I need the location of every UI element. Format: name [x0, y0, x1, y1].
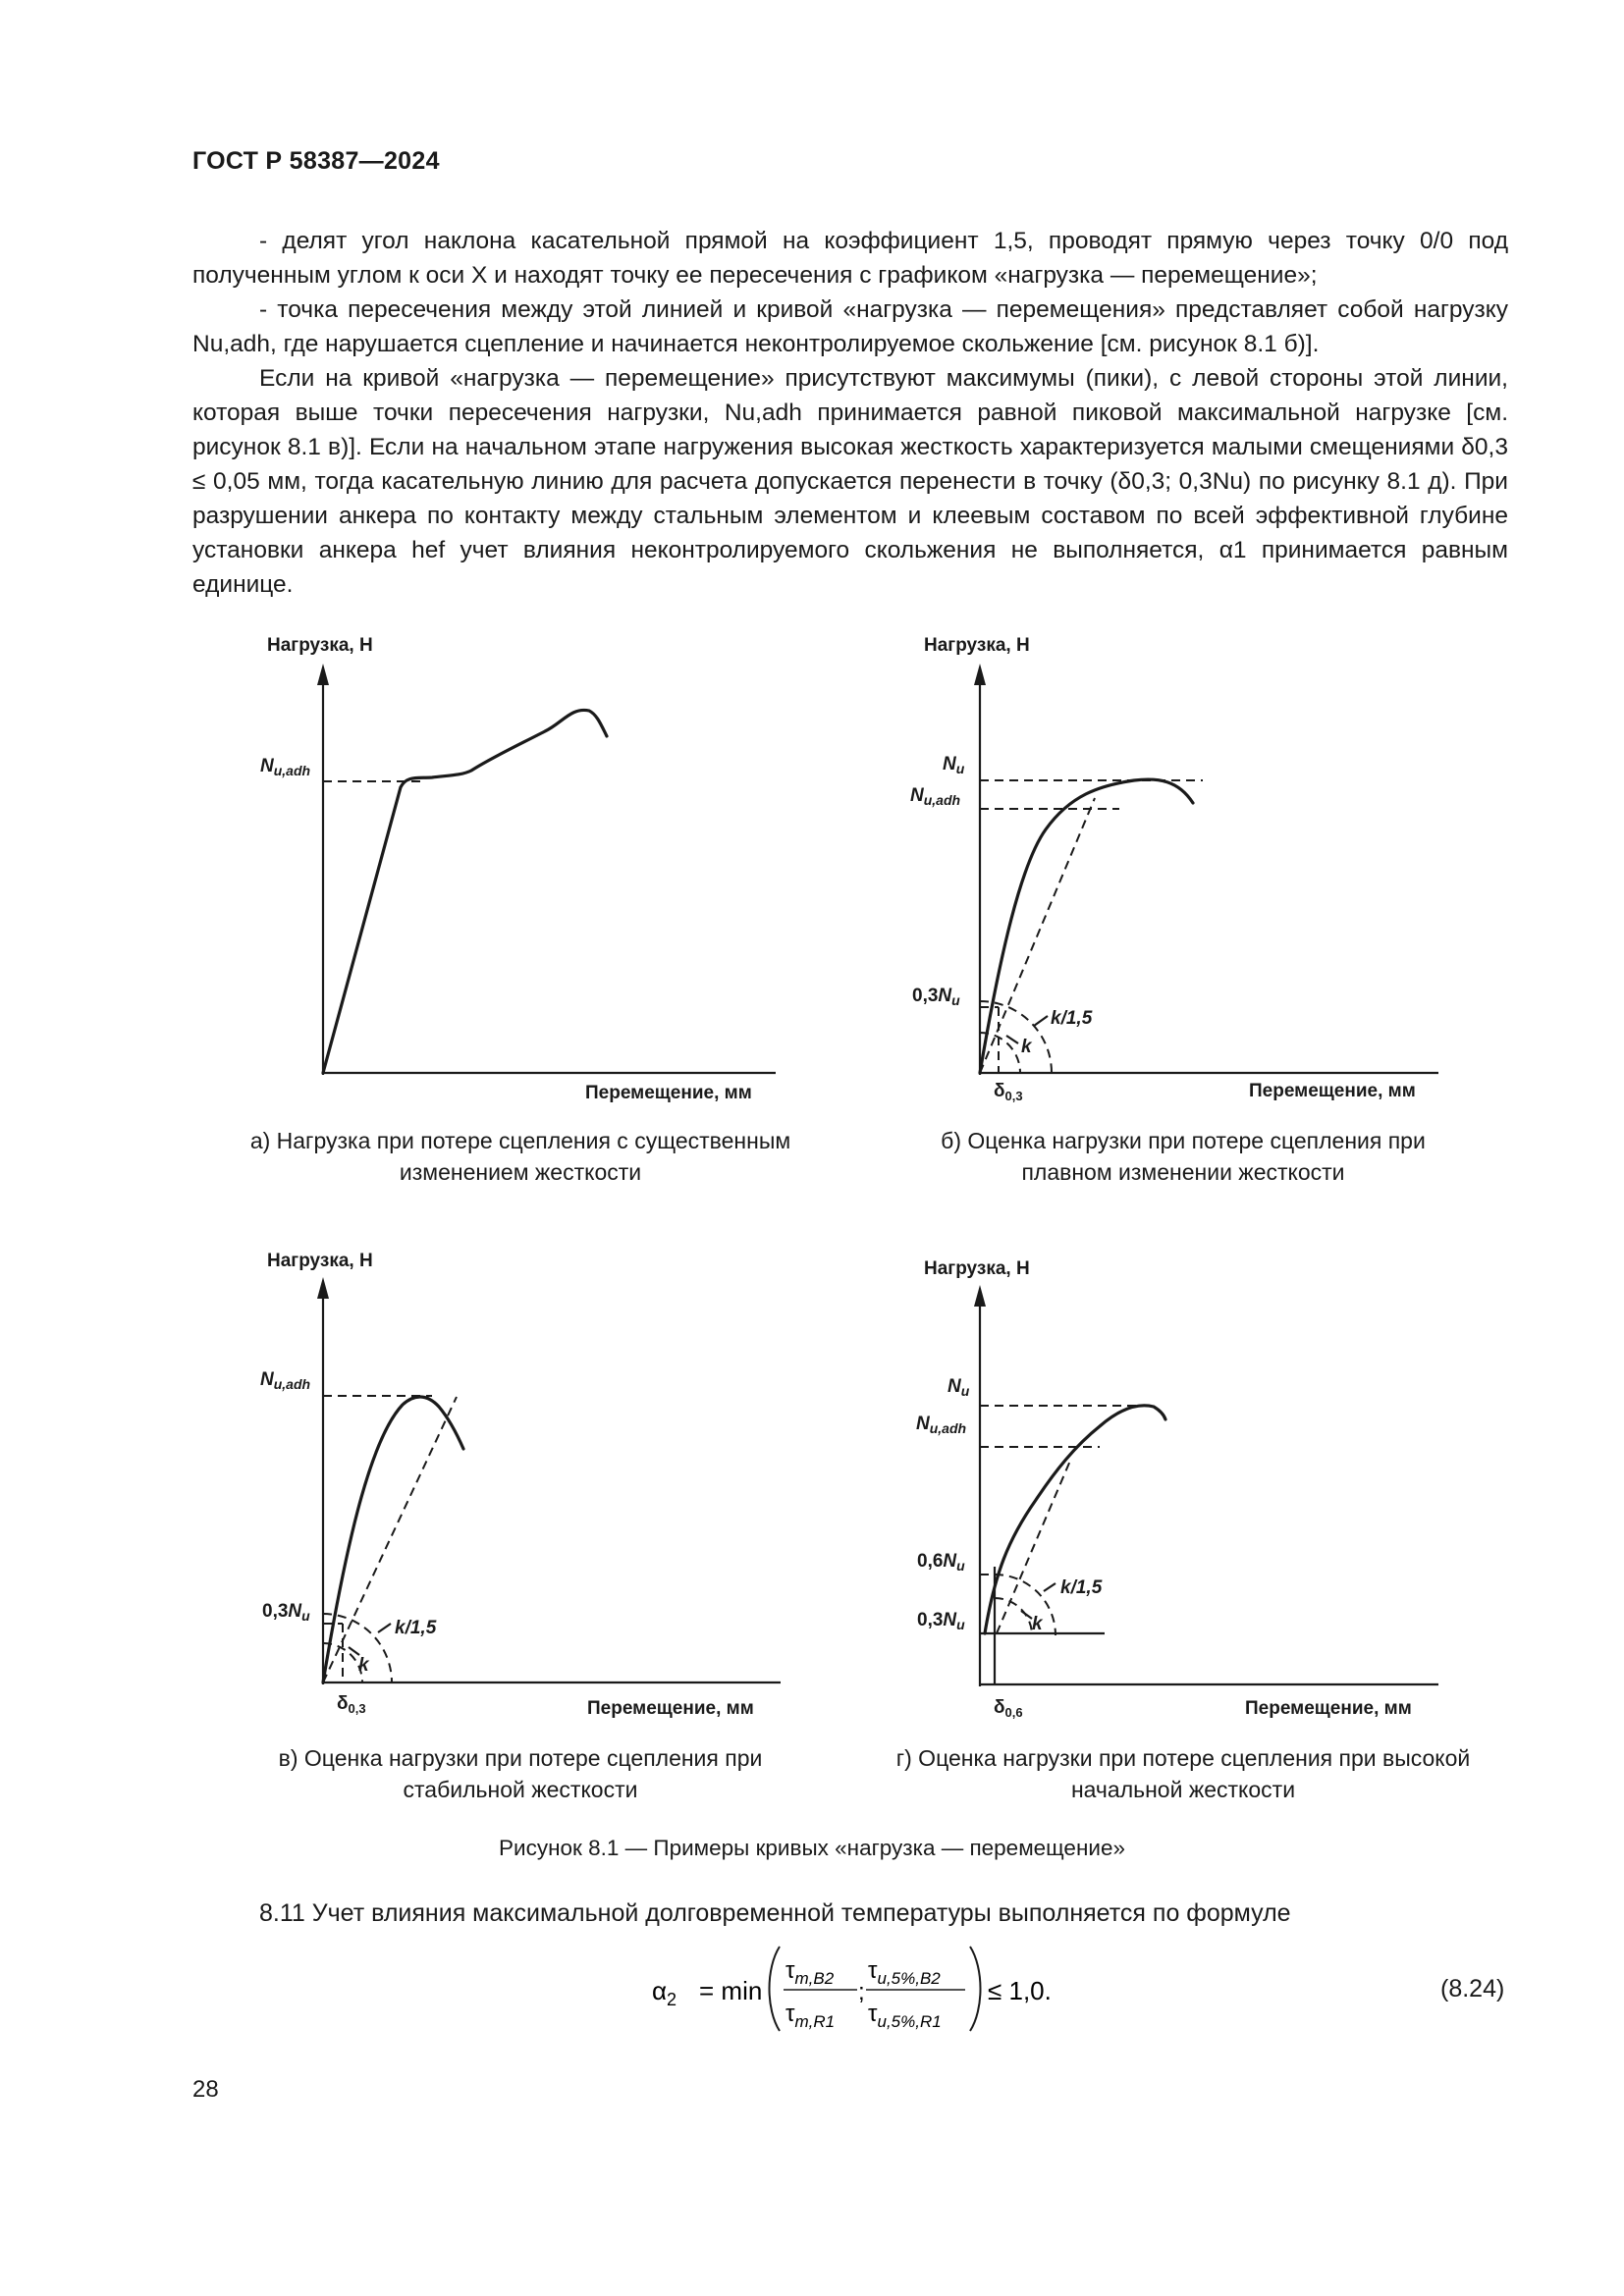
k15-label: k/1,5	[395, 1618, 437, 1638]
y-axis-label: Нагрузка, Н	[267, 635, 373, 656]
d06-label: $\delta_{0,6}$	[994, 1697, 1023, 1720]
x-axis-label: Перемещение, мм	[587, 1698, 754, 1719]
f1-denominator: $\tau_{m,R1}$	[785, 2001, 836, 2031]
y-axis-label: Нагрузка, Н	[267, 1251, 373, 1271]
tangent-k15-line	[980, 798, 1095, 1073]
caption-c: в) Оценка нагрузки при потере сцепления при стабильной жесткости	[278, 1745, 763, 1802]
y-axis-arrow	[317, 664, 329, 685]
chart-a	[245, 628, 835, 1119]
y-axis-arrow	[974, 664, 986, 685]
y-axis-arrow	[974, 1285, 986, 1307]
figure-caption: Рисунок 8.1 — Примеры кривых «нагрузка — перемещение»	[499, 1836, 1125, 1860]
chart-c	[245, 1245, 835, 1735]
arc-k	[995, 1598, 1032, 1635]
arc-k15	[995, 1575, 1056, 1635]
formula-lhs: $\alpha_2$	[652, 1976, 677, 2009]
paragraph-1: - делят угол наклона касательной прямой на коэффициент 1,5, проводят прямую через точку 0/0 под полученным углом к оси X и находят точку ее пересечения с графиком «нагрузка — перемещение»;	[192, 228, 1508, 289]
nuadh-label: $N_{u,adh}$	[910, 785, 961, 808]
k-leader	[1006, 1036, 1018, 1043]
d03-label: $\delta_{0,3}$	[994, 1081, 1023, 1103]
nuadh-label: $N_{u,adh}$	[260, 1369, 311, 1392]
f2-numerator: $\tau_{u,5\%,B2}$	[868, 1957, 941, 1988]
k-leader	[1021, 1611, 1032, 1619]
f2-denominator: $\tau_{u,5\%,R1}$	[868, 2001, 942, 2031]
paren-left	[770, 1947, 781, 2031]
k15-label: k/1,5	[1060, 1577, 1103, 1598]
06nu-label: $0,6N_u$	[917, 1551, 965, 1574]
x-axis-label: Перемещение, мм	[1245, 1698, 1412, 1719]
paragraph-3: Если на кривой «нагрузка — перемещение» присутствуют максимумы (пики), с левой стороны этой линии, которая выше точки пересечения нагрузки, Nu,adh принимается равной пиковой максимальной нагрузке [см. рисунок 8.1 в)]. Если на начальном этапе нагружения высокая жесткость характеризуется малыми смещениями δ0,3 ≤ 0,05 мм, тогда касательную линию для расчета допускается перенести в точку (δ0,3; 0,3Nu) по рисунку 8.1 д). При разрушении анкера по контакту между стальным элементом и клеевым составом по всей эффективной глубине установки анкера hef учет влияния неконтролируемого скольжения не выполняется, α1 принимается равным единице.	[192, 365, 1508, 598]
page-number: 28	[192, 2076, 219, 2103]
formula-min: = min	[699, 1976, 763, 2005]
03nu-label: $0,3N_u$	[917, 1610, 965, 1632]
paren-right	[970, 1947, 981, 2031]
nu-label: $N_u$	[947, 1376, 970, 1399]
x-axis-label: Перемещение, мм	[1249, 1081, 1416, 1101]
k-label: k	[358, 1655, 369, 1676]
k-label: k	[1021, 1037, 1032, 1057]
x-axis-label: Перемещение, мм	[585, 1083, 752, 1103]
caption-d: г) Оценка нагрузки при потере сцепления при высокой начальной жесткости	[895, 1745, 1471, 1802]
load-curve	[980, 779, 1193, 1073]
03nu-label: $0,3N_u$	[262, 1601, 310, 1624]
body-text	[192, 224, 1508, 602]
nu-label: $N_u$	[943, 754, 965, 776]
formula-sep: ;	[858, 1979, 865, 2005]
load-curve	[323, 710, 607, 1073]
d03-label: $\delta_{0,3}$	[337, 1693, 366, 1716]
f1-numerator: $\tau_{m,B2}$	[785, 1957, 835, 1988]
k15-leader	[378, 1624, 391, 1632]
equation-number: (8.24)	[1440, 1975, 1505, 2002]
k-label: k	[1032, 1614, 1043, 1634]
k15-label: k/1,5	[1051, 1008, 1093, 1029]
paragraph-2: - точка пересечения между этой линией и кривой «нагрузка — перемещения» представляет собой нагрузку Nu,adh, где нарушается сцепление и начинается неконтролируемое скольжение [см. рисунок 8.1 б)].	[192, 296, 1508, 357]
chart-d	[898, 1245, 1488, 1735]
y-axis-label: Нагрузка, Н	[924, 635, 1030, 656]
k15-leader	[1044, 1583, 1056, 1591]
nuadh-label: $N_{u,adh}$	[916, 1414, 967, 1436]
caption-b: б) Оценка нагрузки при потере сцепления при плавном изменении жесткости	[941, 1128, 1426, 1185]
y-axis-label: Нагрузка, Н	[924, 1258, 1030, 1279]
03nu-label: $0,3N_u$	[912, 986, 960, 1008]
y-axis-arrow	[317, 1277, 329, 1299]
chart-b	[898, 628, 1488, 1119]
caption-a: а) Нагрузка при потере сцепления с существенным изменением жесткости	[249, 1128, 791, 1185]
formula	[648, 1939, 1100, 2037]
tangent-k15-line	[323, 1397, 457, 1682]
clause-text: 8.11 Учет влияния максимальной долговременной температуры выполняется по формуле	[259, 1899, 1291, 1927]
nuadh-label: $N_{u,adh}$	[260, 756, 311, 778]
document-header: ГОСТ Р 58387—2024	[192, 147, 440, 175]
formula-rhs: ≤ 1,0.	[988, 1976, 1052, 2005]
k15-leader	[1034, 1016, 1048, 1026]
